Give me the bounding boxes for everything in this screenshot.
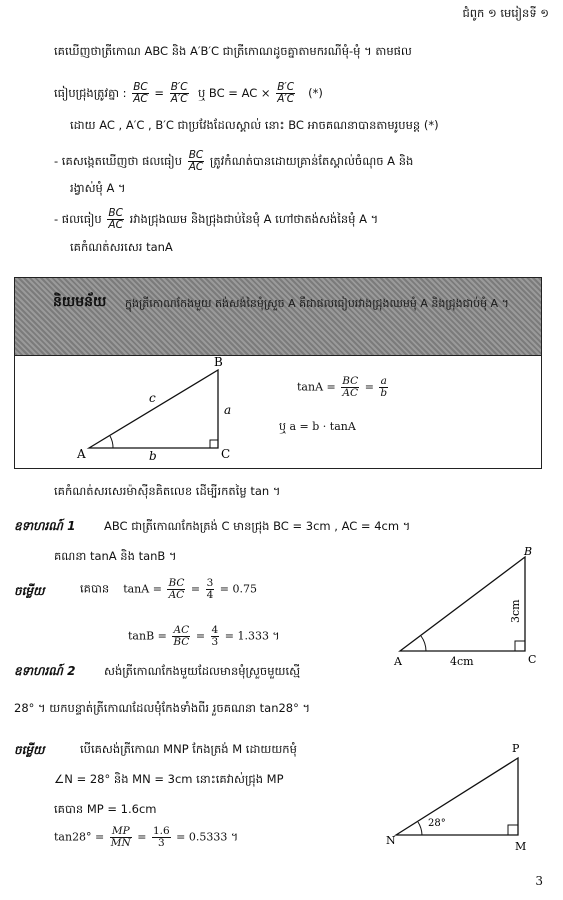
bullet-continuation: រង្វាស់មុំ A ។ <box>70 181 126 195</box>
bullet-item: - គេសង្កេតឃើញថា ផលធៀប $\frac{BC}{AC}$ ត្រូវកំណត់បានដោយគ្រាន់តែស្គាល់ចំណុច A និង <box>54 149 414 173</box>
paragraph-line: គេឃើញថាត្រីកោណ ABC និង A′B′C ជាត្រីកោណដូចគ្នាតាមករណីមុំ-មុំ ។ តាមផល <box>54 44 412 58</box>
fraction: $\frac{B'C}{A'C}$ <box>170 81 188 105</box>
example-1-statement: ABC ជាត្រីកោណកែងត្រង់ C មានជ្រុង BC = 3cm , AC = 4cm ។ <box>104 519 411 533</box>
vertex-n-label: N <box>386 834 396 847</box>
note-text: គេកំណត់សរសេរម៉ាស៊ីនគិតលេខ ដើម្បីរកតម្លៃ tan ។ <box>54 484 281 498</box>
ratio-line <box>54 82 323 105</box>
side-a-label: a <box>224 403 232 417</box>
example-2-statement: សង់ត្រីកោណកែងមួយដែលមានមុំស្រួចមួយស្មើ <box>104 664 301 678</box>
vertex-m-label: M <box>515 840 527 853</box>
vertex-a-label: A <box>77 447 86 461</box>
example-1-triangle-figure <box>384 543 554 671</box>
definition-text: ក្នុងត្រីកោណកែងមួយ តង់សង់នៃមុំស្រួច A គឺជាផលធៀបរវាងជ្រុងឈមមុំ A និងជ្រុងជាប់មុំ A ។ <box>125 297 509 310</box>
or-text: ឬ BC = AC × <box>197 86 271 100</box>
vertex-b-label: B <box>214 356 223 369</box>
side-ac-label: 4cm <box>450 655 474 668</box>
side-b-label: b <box>149 449 157 463</box>
side-c-label: c <box>149 391 156 405</box>
fraction: $\frac{B'C}{A'C}$ <box>277 81 295 105</box>
tanB-equation: tanB = $\frac{AC}{BC}$ = $\frac{4}{3}$ = 1.333 ។ <box>128 624 280 648</box>
example-2-triangle-figure <box>378 740 548 860</box>
page-number: 3 <box>535 874 543 888</box>
page-header: ជំពូក ១ មេរៀនទី ១ <box>462 6 549 20</box>
formula-tag: (*) <box>308 86 323 100</box>
example-2-answer-line: ∠N = 28° និង MN = 3cm នោះគេវាស់ជ្រុង MP <box>54 772 284 786</box>
tan-definition-formula: tanA = $\frac{BC}{AC}$ = $\frac{a}{b}$ <box>297 375 388 399</box>
vertex-c-label: C <box>528 653 537 666</box>
ratio-prefix: ធៀបជ្រុងត្រូវគ្នា : <box>54 86 127 100</box>
example-1-task: គណនា tanA និង tanB ។ <box>54 549 177 563</box>
definition-triangle-figure <box>15 356 541 466</box>
vertex-a-label: A <box>394 655 402 668</box>
vertex-p-label: P <box>512 742 520 755</box>
fraction: $\frac{BC}{AC}$ <box>133 81 148 105</box>
definition-box <box>14 277 542 469</box>
example-1-label: ឧទាហរណ៍ 1 <box>14 519 76 533</box>
bullet-continuation: គេកំណត់សរសេរ tanA <box>70 240 173 254</box>
tan-alt-formula: ឬ a = b · tanA <box>279 420 356 433</box>
answer-label: ចម្លើយ <box>14 584 45 598</box>
tan28-equation: tan28° = $\frac{MP}{MN}$ = $\frac{1.6}{3}$ = 0.5333 ។ <box>54 825 239 849</box>
equals-sign: = <box>154 86 165 100</box>
definition-header <box>15 278 541 356</box>
side-bc-label: 3cm <box>509 599 522 623</box>
vertex-c-label: C <box>221 447 231 461</box>
example-2-statement: 28° ។ យកបន្ទាត់ត្រីកោណដែលមុំកែងទាំងពីរ រួចគណនា tan28° ។ <box>14 701 311 715</box>
answer-label: ចម្លើយ <box>14 743 45 757</box>
angle-label: 28° <box>428 818 446 829</box>
vertex-b-label: B <box>524 545 533 558</box>
tanA-equation: គេបាន tanA = $\frac{BC}{AC}$ = $\frac{3}{4}$ = 0.75 <box>80 577 258 601</box>
example-2-label: ឧទាហរណ៍ 2 <box>14 664 76 678</box>
example-2-answer-line: គេបាន MP = 1.6cm <box>54 802 157 816</box>
paragraph-line: ដោយ AC , A′C , B′C ជាប្រវែងដែលស្គាល់ នោះ BC អាចគណនាបានតាមរូបមន្ត (*) <box>70 118 439 132</box>
bullet-item: - ផលធៀប $\frac{BC}{AC}$ រវាងជ្រុងឈម និងជ្រុងជាប់នៃមុំ A ហៅថាតង់សង់នៃមុំ A ។ <box>54 207 379 231</box>
example-2-answer-line: បើគេសង់ត្រីកោណ MNP កែងត្រង់ M ដោយយកមុំ <box>80 742 297 756</box>
definition-label: និយមន័យ <box>53 294 107 310</box>
